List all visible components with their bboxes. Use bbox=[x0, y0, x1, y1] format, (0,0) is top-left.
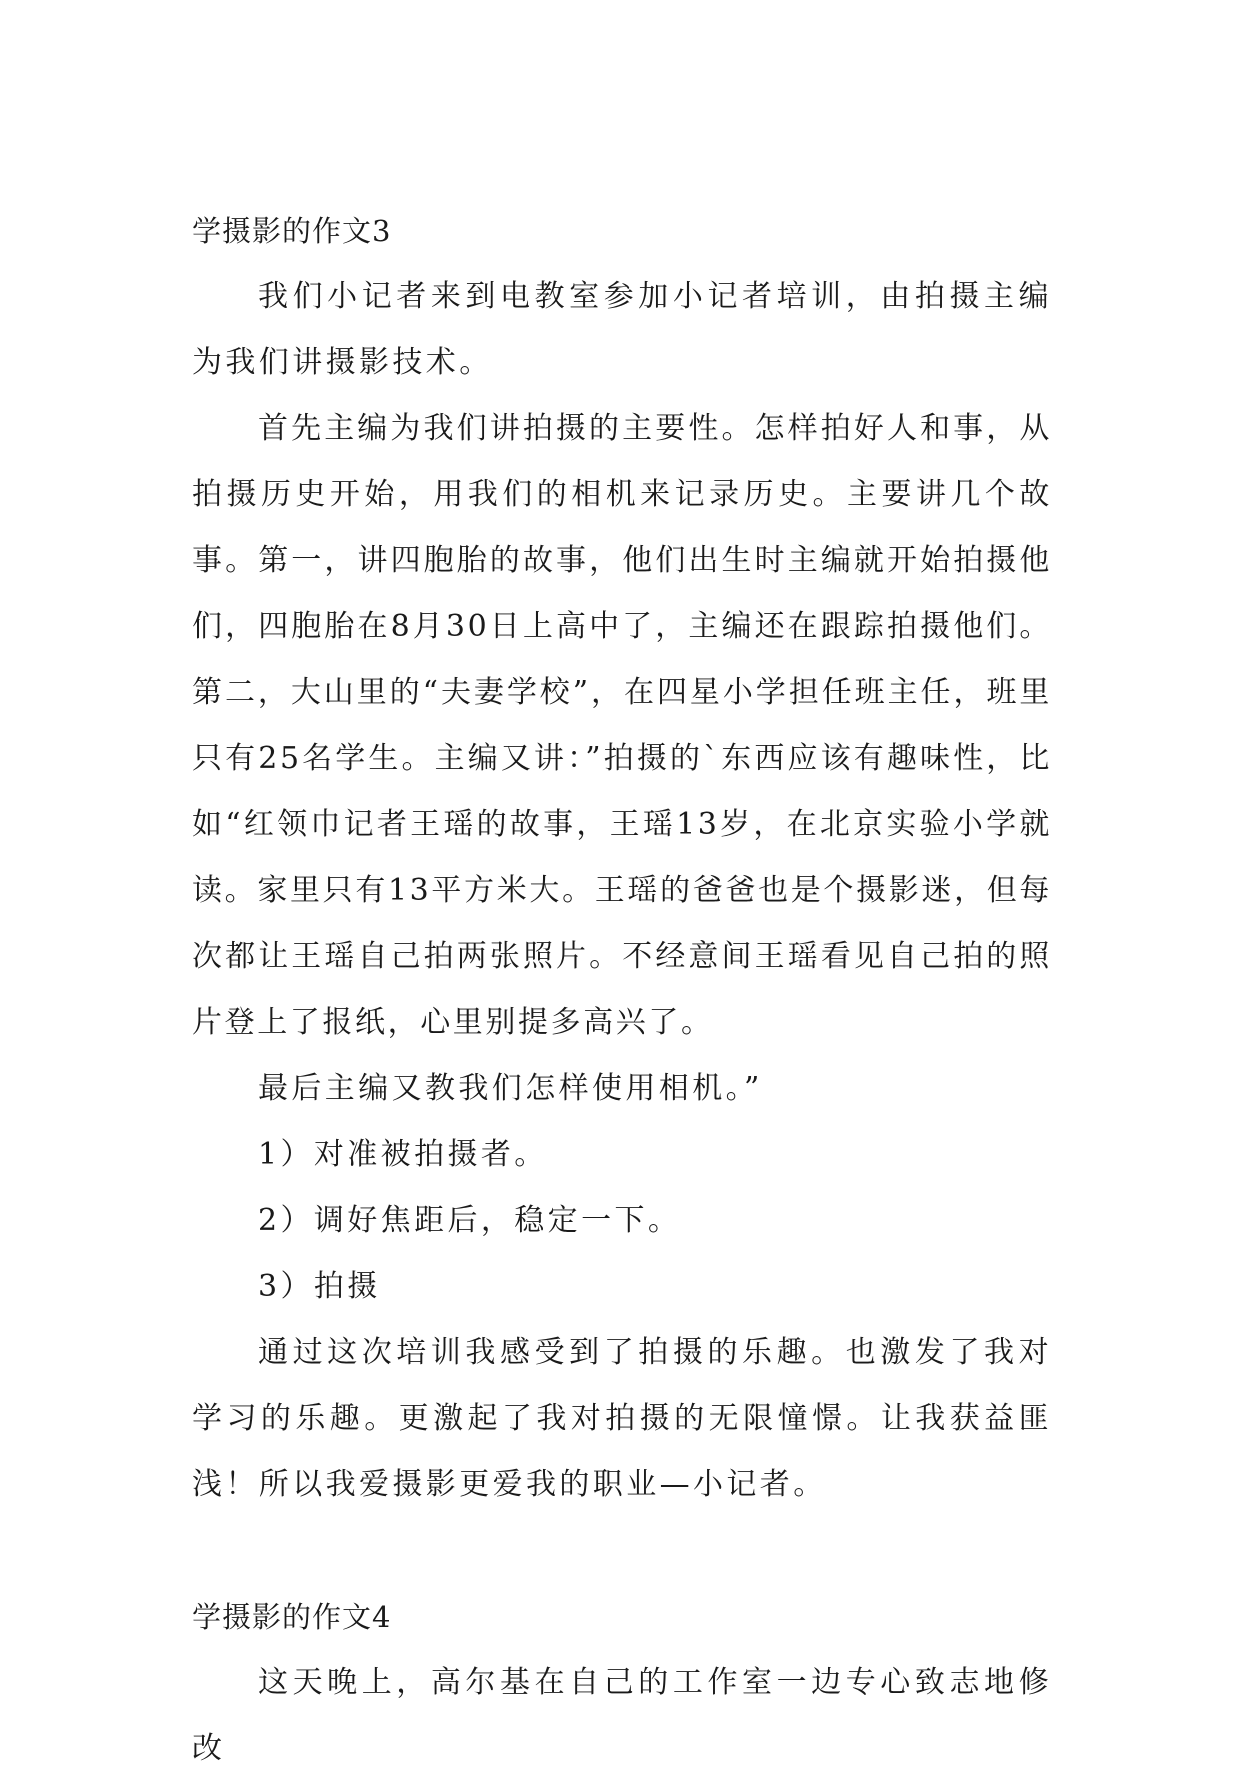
paragraph: 这天晚上，高尔基在自己的工作室一边专心致志地修改 bbox=[192, 1665, 1052, 1766]
paragraph: 我们小记者来到电教室参加小记者培训，由拍摄主编为我们讲摄影技术。 bbox=[192, 279, 1052, 380]
paragraph: 首先主编为我们讲拍摄的主要性。怎样拍好人和事，从拍摄历史开始，用我们的相机来记录历史。主要讲几个故事。第一，讲四胞胎的故事，他们出生时主编就开始拍摄他们，四胞胎在8月30日上高中了，主编还在跟踪拍摄他们。第二，大山里的“夫妻学校”，在四星小学担任班主任，班里只有25名学生。主编又讲：”拍摄的`东西应该有趣味性，比如“红领巾记者王瑶的故事，王瑶13岁，在北京实验小学就读。家里只有13平方米大。王瑶的爸爸也是个摄影迷，但每次都让王瑶自己拍两张照片。不经意间王瑶看见自己拍的照片登上了报纸，心里别提多高兴了。 bbox=[192, 411, 1052, 1040]
essay-section-3 bbox=[192, 198, 1052, 1518]
list-item: 3）拍摄 bbox=[258, 1269, 381, 1304]
paragraph: 最后主编又教我们怎样使用相机。” bbox=[258, 1071, 763, 1106]
section-gap bbox=[192, 1518, 1052, 1584]
section-title: 学摄影的作文3 bbox=[192, 214, 392, 248]
paragraph: 通过这次培训我感受到了拍摄的乐趣。也激发了我对学习的乐趣。更激起了我对拍摄的无限憧憬。让我获益匪浅！所以我爱摄影更爱我的职业—小记者。 bbox=[192, 1335, 1052, 1502]
section-title: 学摄影的作文4 bbox=[192, 1600, 392, 1634]
list-item: 2）调好焦距后，稳定一下。 bbox=[258, 1203, 682, 1238]
list-item: 1）对准被拍摄者。 bbox=[258, 1137, 548, 1172]
document-body bbox=[192, 198, 1052, 1782]
essay-section-4 bbox=[192, 1584, 1052, 1782]
